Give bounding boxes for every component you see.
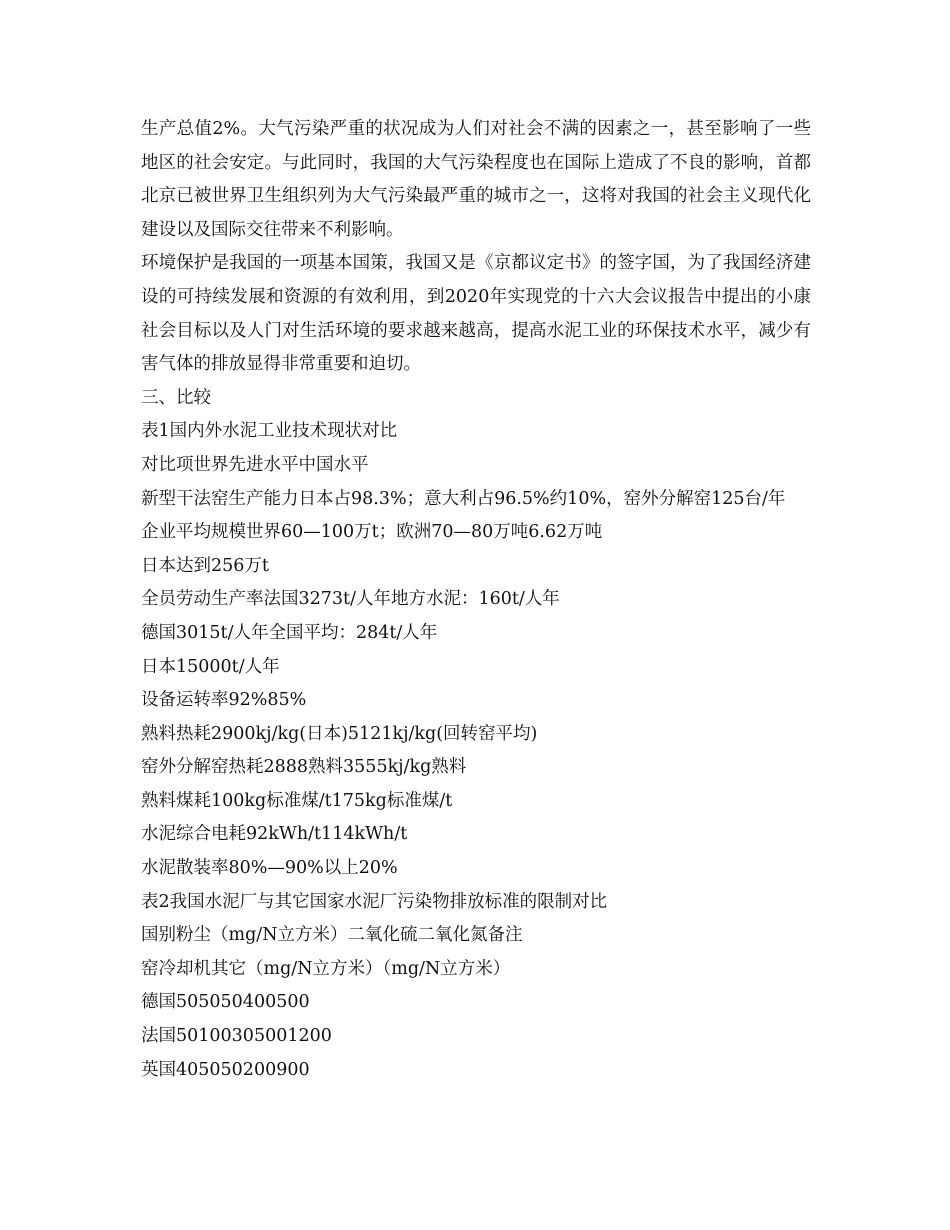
table-1-header: 对比项世界先进水平中国水平 [141,454,369,475]
paragraph-air-pollution: 生产总值2%。大气污染严重的状况成为人们对社会不满的因素之一，甚至影响了一些地区的社会安定。与此同时，我国的大气污染程度也在国际上造成了不良的影响，首都北京已被世界卫生组织列为大气污染最严重的城市之一，这将对我国的社会主义现代化建设以及国际交往带来不利影响。 [141,119,811,240]
table-1-row: 熟料热耗2900kj/kg(日本)5121kj/kg(回转窑平均) [141,723,538,744]
table-1-row: 企业平均规模世界60—100万t；欧洲70—80万吨6.62万吨 [141,522,603,543]
table-1-row: 日本达到256万t [141,555,269,576]
table-2-row: 德国505050400500 [141,992,310,1013]
table-2-subheader: 窑冷却机其它（mg/N立方米）（mg/N立方米） [141,958,511,979]
table-1-row: 水泥散装率80%—90%以上20% [141,858,398,879]
paragraph-environment-policy: 环境保护是我国的一项基本国策，我国又是《京都议定书》的签字国，为了我国经济建设的可持续发展和资源的有效利用，到2020年实现党的十六大会议报告中提出的小康社会目标以及人门对生活环境的要求越来越高，提高水泥工业的环保技术水平，减少有害气体的排放显得非常重要和迫切。 [141,253,811,375]
table-2-caption: 表2我国水泥厂与其它国家水泥厂污染物排放标准的限制对比 [141,891,608,912]
table-1-row: 水泥综合电耗92kWh/t114kWh/t [141,824,408,845]
table-1-row: 日本15000t/人年 [141,656,280,677]
document-body [141,113,811,1087]
table-1-row: 新型干法窑生产能力日本占98.3%；意大利占96.5%约10%，窑外分解窑125台/年 [141,488,786,509]
table-1-row: 熟料煤耗100kg标准煤/t175kg标准煤/t [141,790,453,811]
table-2-row: 英国405050200900 [141,1059,310,1080]
table-1-caption: 表1国内外水泥工业技术现状对比 [141,421,398,442]
table-1-row: 窑外分解窑热耗2888熟料3555kj/kg熟料 [141,757,467,778]
table-1-row: 设备运转率92%85% [141,690,307,711]
table-2-row: 法国50100305001200 [141,1026,332,1047]
section-heading-comparison: 三、比较 [141,387,211,408]
table-2-header: 国别粉尘（mg/N立方米）二氧化硫二氧化氮备注 [141,925,523,946]
table-1-row: 全员劳动生产率法国3273t/人年地方水泥：160t/人年 [141,589,560,610]
table-1-row: 德国3015t/人年全国平均：284t/人年 [141,622,438,643]
